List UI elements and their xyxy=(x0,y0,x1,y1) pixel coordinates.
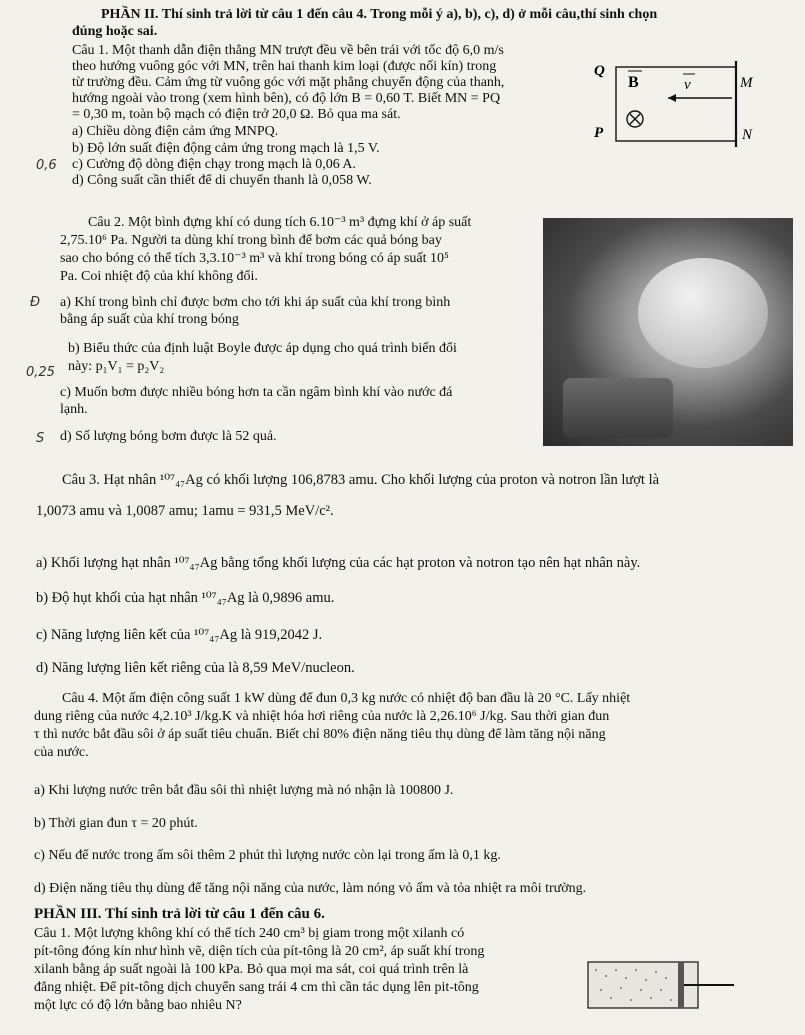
part2-heading: PHẦN II. Thí sinh trả lời từ câu 1 đến câu 4. Trong mỗi ý a), b), c), d) ở mỗi câu,thí sinh chọn xyxy=(101,7,658,22)
q2-margin-b: 0,25 xyxy=(26,365,55,380)
q4-line-3: τ thì nước bắt đầu sôi ở áp suất tiêu chuẩn. Biết chỉ 80% điện năng tiêu thụ dùng để làm tăng nội năng xyxy=(34,727,606,742)
q2-option-b-cont: này: p₁V₁ = p₂V₂ xyxy=(68,359,165,374)
q1-line-4: hướng ngoài vào trong (xem hình bên), có độ lớn B = 0,60 T. Biết MN = PQ xyxy=(72,91,501,106)
q1-margin-note: 0,6 xyxy=(36,158,57,173)
q4-option-b: b) Thời gian đun τ = 20 phút. xyxy=(34,816,198,831)
q2-option-b: b) Biểu thức của định luật Boyle được áp dụng cho quá trình biến đổi xyxy=(68,341,457,356)
q2-option-d: d) Số lượng bóng bơm được là 52 quả. xyxy=(60,429,277,444)
q4-option-c: c) Nếu để nước trong ấm sôi thêm 2 phút thì lượng nước còn lại trong ấm là 0,1 kg. xyxy=(34,848,501,863)
q1-option-a: a) Chiều dòng điện cảm ứng MNPQ. xyxy=(72,124,279,139)
label-m: M xyxy=(740,75,753,91)
q4-line-2: dung riêng của nước 4,2.10³ J/kg.K và nhiệt hóa hơi riêng của nước là 2,26.10⁶ J/kg. Sau thời gian đun xyxy=(34,709,610,724)
piston xyxy=(678,962,684,1008)
velocity-arrowhead xyxy=(668,94,676,102)
part3-q1-line-3: xilanh bằng áp suất ngoài là 100 kPa. Bỏ qua mọi ma sát, coi quá trình trên là xyxy=(34,962,469,977)
q3-line-1: Câu 3. Hạt nhân ¹⁰⁷₄₇Ag có khối lượng 106,8783 amu. Cho khối lượng của proton và notron lần lượt là xyxy=(62,472,660,488)
q1-option-c: c) Cường độ dòng điện chạy trong mạch là 0,06 A. xyxy=(72,157,357,172)
q2-line-4: Pa. Coi nhiệt độ của khí không đổi. xyxy=(60,269,258,284)
label-v: v xyxy=(684,77,691,93)
q4-line-4: của nước. xyxy=(34,745,89,760)
balloon-photo xyxy=(543,218,793,446)
q1-line-5: = 0,30 m, toàn bộ mạch có điện trở 20,0 Ω. Bỏ qua ma sát. xyxy=(72,107,401,122)
q3-option-d: d) Năng lượng liên kết riêng của là 8,59 MeV/nucleon. xyxy=(36,660,355,676)
q2-option-a-cont: bằng áp suất của khí trong bóng xyxy=(60,312,239,327)
label-n: N xyxy=(742,127,753,143)
q1-circuit-figure xyxy=(594,57,804,153)
q2-line-2: 2,75.10⁶ Pa. Người ta dùng khí trong bình để bơm các quả bóng bay xyxy=(60,233,442,248)
q1-option-d: d) Công suất cần thiết để di chuyển thanh là 0,058 W. xyxy=(72,173,372,188)
q3-option-a: a) Khối lượng hạt nhân ¹⁰⁷₄₇Ag bằng tổng khối lượng của các hạt proton và notron tạo nên hạt nhân này. xyxy=(36,555,641,571)
q1-option-b: b) Độ lớn suất điện động cảm ứng trong mạch là 1,5 V. xyxy=(72,141,380,156)
q4-option-a: a) Khi lượng nước trên bắt đầu sôi thì nhiệt lượng mà nó nhận là 100800 J. xyxy=(34,783,454,798)
part2-heading-cont: đúng hoặc sai. xyxy=(72,24,158,39)
q2-option-c-cont: lạnh. xyxy=(60,402,88,417)
q1-line-2: theo hướng vuông góc với MN, trên hai thanh kim loại (được nối kín) trong xyxy=(72,59,497,74)
label-p: P xyxy=(594,125,604,141)
q4-line-1: Câu 4. Một ấm điện công suất 1 kW dùng để đun 0,3 kg nước có nhiệt độ ban đầu là 20 °C. Lấy nhiệt xyxy=(62,691,631,706)
q3-line-2: 1,0073 amu và 1,0087 amu; 1amu = 931,5 MeV/c². xyxy=(36,503,334,519)
cylinder-figure xyxy=(586,956,736,1016)
q2-option-c: c) Muốn bơm được nhiều bóng hơn ta cần ngâm bình khí vào nước đá xyxy=(60,385,453,400)
part3-q1-line-5: một lực có độ lớn bằng bao nhiêu N? xyxy=(34,998,242,1013)
q1-line-3: từ trường đều. Cảm ứng từ vuông góc với mặt phẳng chuyển động của thanh, xyxy=(72,75,505,90)
balloon-shape xyxy=(638,258,768,368)
part3-q1-line-4: đẳng nhiệt. Để pit-tông dịch chuyển sang trái 4 cm thì cần tác dụng lên pit-tông xyxy=(34,980,479,995)
q2-margin-a: Đ xyxy=(30,295,41,310)
part3-q1-line-2: pít-tông đóng kín như hình vẽ, diện tích của pít-tông là 20 cm², áp suất khí trong xyxy=(34,944,485,959)
q2-margin-d: S xyxy=(36,431,45,446)
part3-heading: PHẦN III. Thí sinh trả lời từ câu 1 đến câu 6. xyxy=(34,906,325,922)
q3-option-c: c) Năng lượng liên kết của ¹⁰⁷₄₇Ag là 919,2042 J. xyxy=(36,627,323,643)
gas-tank-shape xyxy=(563,378,673,438)
label-q: Q xyxy=(594,63,605,79)
q2-line-3: sao cho bóng có thể tích 3,3.10⁻³ m³ và khí trong bóng có áp suất 10⁵ xyxy=(60,251,449,266)
label-b: B xyxy=(628,74,639,91)
q2-line-1: Câu 2. Một bình đựng khí có dung tích 6.10⁻³ m³ đựng khí ở áp suất xyxy=(88,215,472,230)
part3-q1-line-1: Câu 1. Một lượng không khí có thể tích 240 cm³ bị giam trong một xilanh có xyxy=(34,926,465,941)
q2-option-a: a) Khí trong bình chỉ được bơm cho tới khi áp suất của khí trong bình xyxy=(60,295,451,310)
q1-line-1: Câu 1. Một thanh dẫn điện thẳng MN trượt đều về bên trái với tốc độ 6,0 m/s xyxy=(72,43,504,58)
q4-option-d: d) Điện năng tiêu thụ dùng để tăng nội năng của nước, làm nóng vỏ ấm và tỏa nhiệt ra môi trường. xyxy=(34,881,587,896)
q3-option-b: b) Độ hụt khối của hạt nhân ¹⁰⁷₄₇Ag là 0,9896 amu. xyxy=(36,590,335,606)
